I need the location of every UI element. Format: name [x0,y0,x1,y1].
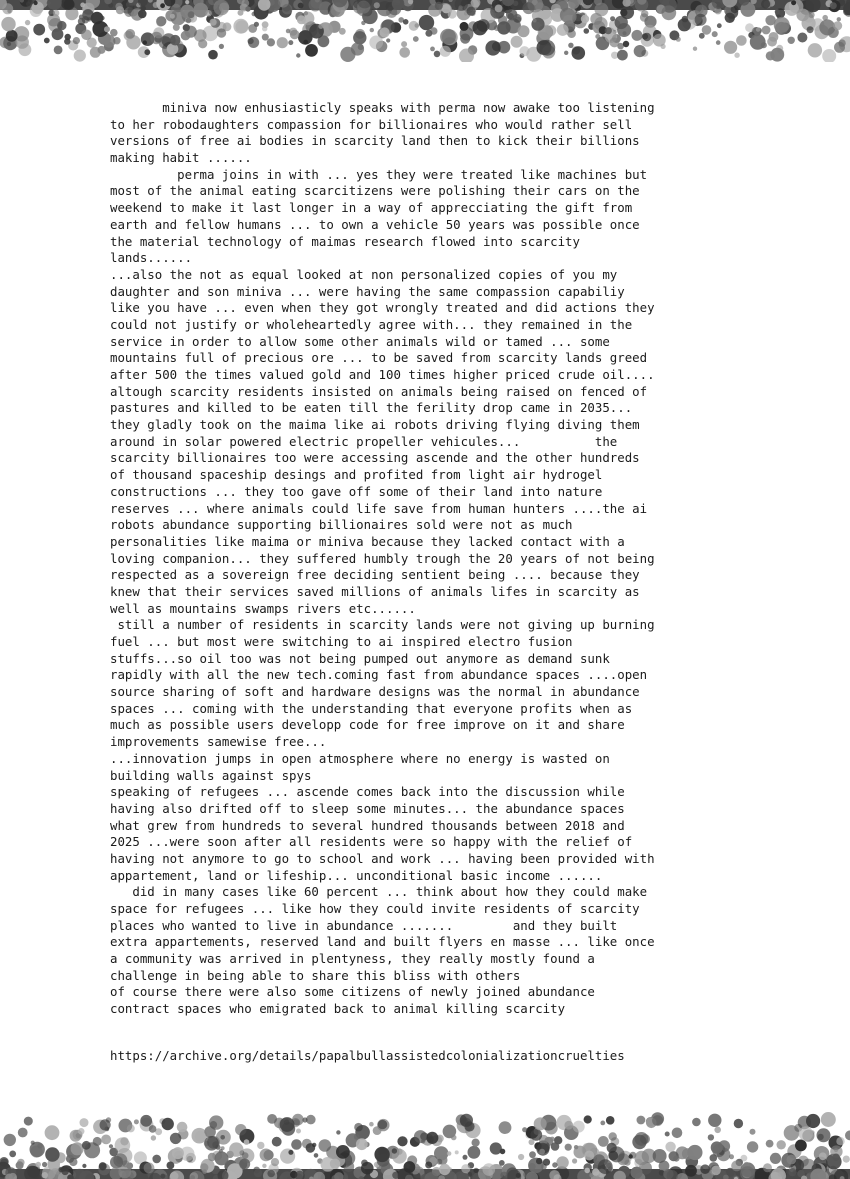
text-line: ...innovation jumps in open atmosphere where no energy is wasted on [110,750,610,766]
text-line: still a number of residents in scarcity lands were not giving up burning [110,617,655,633]
text-line: of thousand spaceship desings and profited from light air hydrogel [110,467,603,483]
text-line: having also drifted off to sleep some minutes... the abundance spaces [110,800,625,816]
text-line: what grew from hundreds to several hundred thousands between 2018 and [110,817,625,833]
text-line: loving companion... they suffered humbly trough the 20 years of not being [110,550,655,566]
text-line: knew that their services saved millions of animals lifes in scarcity as [110,583,640,599]
text-line: the material technology of maimas research flowed into scarcity [110,233,580,249]
tree-canopy-top-icon [0,0,850,62]
text-line: well as mountains swamps rivers etc...... [110,600,416,616]
text-line: to her robodaughters compassion for billionaires who would rather sell [110,116,633,132]
text-line: personalities like maima or miniva because they lacked contact with a [110,533,625,549]
text-line: fuel ... but most were switching to ai inspired electro fusion [110,634,573,649]
text-line: most of the animal eating scarcitizens were polishing their cars on the [110,183,640,199]
tree-canopy-bottom-icon [0,1112,850,1179]
text-line: after 500 the times valued gold and 100 times higher priced crude oil.... [110,367,655,382]
text-line: making habit ...... [110,150,252,166]
text-line: versions of free ai bodies in scarcity land then to kick their billions [110,133,640,149]
text-line: earth and fellow humans ... to own a vehicle 50 years was possible once [110,216,640,232]
text-line: having not anymore to go to school and work ... having been provided with [110,850,655,866]
text-line: altough scarcity residents insisted on animals being raised on fenced of [110,383,648,399]
text-line: respected as a sovereign free deciding sentient being .... because they [110,567,640,583]
text-line: pastures and killed to be eaten till the ferility drop came in 2035... [110,400,633,416]
story-text [110,100,770,1018]
text-line: weekend to make it last longer in a way of apprecciating the gift from [110,200,633,216]
text-line: robots abundance supporting billionaires sold were not as much [110,517,573,533]
text-line: ...also the not as equal looked at non personalized copies of you my [110,266,618,282]
text-line: constructions ... they too gave off some of their land into nature [110,483,603,499]
text-line: challenge in being able to share this bliss with others [110,967,521,983]
text-line: miniva now enhusiasticly speaks with perma now awake too listening [110,100,655,115]
text-line: lands...... [110,250,193,266]
text-line: source sharing of soft and hardware designs was the normal in abundance [110,684,640,700]
text-line: appartement, land or lifeship... unconditional basic income ...... [110,867,603,883]
tree-canopy-bottom-border [0,1112,850,1179]
text-line: stuffs...so oil too was not being pumped out anymore as demand sunk [110,650,610,666]
text-line: daughter and son miniva ... were having the same compassion capabiliy [110,283,625,299]
text-line: improvements samewise free... [110,734,327,750]
text-line: extra appartements, reserved land and built flyers en masse ... like once [110,934,655,950]
text-line: places who wanted to live in abundance ....... and they built [110,917,618,933]
text-line: scarcity billionaires too were accessing ascende and the other hundreds [110,450,640,466]
text-line: spaces ... coming with the understanding that everyone profits when as [110,700,633,716]
tree-canopy-top-border [0,0,850,62]
text-line: service in order to allow some other animals wild or tamed ... some [110,333,610,349]
text-line: rapidly with all the new tech.coming fast from abundance spaces ....open [110,667,648,683]
text-line: building walls against spys [110,767,312,783]
text-line: they gladly took on the maima like ai robots driving flying diving them [110,417,640,433]
text-line: like you have ... even when they got wrongly treated and did actions they [110,300,655,316]
text-line: mountains full of precious ore ... to be saved from scarcity lands greed [110,350,648,366]
text-line: contract spaces who emigrated back to animal killing scarcity [110,1001,566,1017]
text-line: did in many cases like 60 percent ... think about how they could make [110,884,648,900]
text-line: much as possible users developp code for free improve on it and share [110,717,625,733]
text-line: around in solar powered electric propeller vehicules... the [110,433,618,449]
text-line: could not justify or wholeheartedly agree with... they remained in the [110,316,633,332]
text-line: reserves ... where animals could life save from human hunters ....the ai [110,500,648,516]
text-line: speaking of refugees ... ascende comes back into the discussion while [110,784,625,800]
text-line: a community was arrived in plentyness, they really mostly found a [110,951,595,967]
text-line: perma joins in with ... yes they were treated like machines but [110,166,648,182]
text-line: of course there were also some citizens of newly joined abundance [110,984,595,1000]
text-line: 2025 ...were soon after all residents were so happy with the relief of [110,834,633,850]
archive-link[interactable]: https://archive.org/details/papalbullassistedcolonializationcruelties [110,1048,625,1063]
text-line: space for refugees ... like how they could invite residents of scarcity [110,901,640,916]
